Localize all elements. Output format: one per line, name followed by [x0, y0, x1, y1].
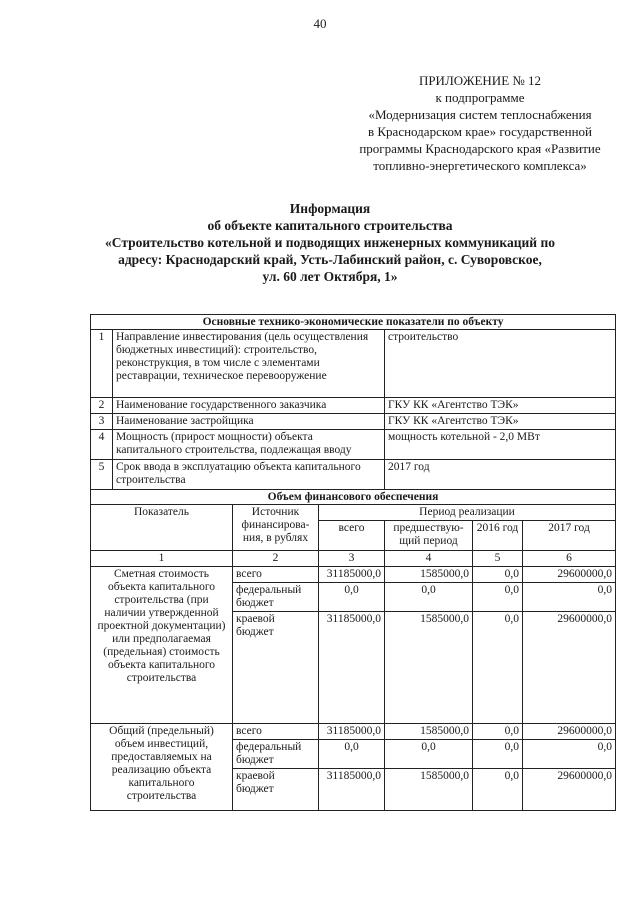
- col-number: 6: [523, 551, 616, 567]
- indicator-value: ГКУ КК «Агентство ТЭК»: [385, 414, 616, 430]
- col-source-header: Источник финансирова-ния, в рублях: [233, 505, 319, 551]
- value-previous: 1585000,0: [385, 567, 473, 583]
- value-previous: 0,0: [385, 740, 473, 769]
- value-total: 0,0: [319, 583, 385, 612]
- col-number: 3: [319, 551, 385, 567]
- page-number: 40: [313, 16, 327, 31]
- document-title: [40, 200, 620, 285]
- appendix-line: «Модернизация систем теплоснабжения: [368, 107, 592, 122]
- financing-indicator: Общий (предельный) объем инвестиций, предоставляемых на реализацию объекта капитального строительства: [91, 724, 233, 811]
- indicator-value: строительство: [385, 330, 616, 398]
- title-line: адресу: Краснодарский край, Усть-Лабинский район, с. Суворовское,: [118, 252, 542, 267]
- appendix-header: [330, 72, 630, 174]
- title-line: об объекте капитального строительства: [207, 218, 453, 233]
- row-number: 4: [91, 430, 113, 460]
- row-number: 3: [91, 414, 113, 430]
- value-2017: 29600000,0: [523, 769, 616, 811]
- row-number: 2: [91, 398, 113, 414]
- value-2016: 0,0: [473, 612, 523, 724]
- appendix-line: программы Краснодарского края «Развитие: [359, 141, 601, 156]
- col-number: 1: [91, 551, 233, 567]
- indicator-name: Наименование государственного заказчика: [113, 398, 385, 414]
- value-previous: 1585000,0: [385, 724, 473, 740]
- financing-header: Объем финансового обеспечения: [91, 490, 616, 505]
- value-2017: 29600000,0: [523, 612, 616, 724]
- col-previous-header: предшествую-щий период: [385, 521, 473, 551]
- indicator-value: мощность котельной - 2,0 МВт: [385, 430, 616, 460]
- value-2017: 0,0: [523, 740, 616, 769]
- funding-source: федеральный бюджет: [233, 740, 319, 769]
- funding-source: всего: [233, 724, 319, 740]
- indicators-header: Основные технико-экономические показатели по объекту: [91, 315, 616, 330]
- value-total: 31185000,0: [319, 769, 385, 811]
- indicator-name: Наименование застройщика: [113, 414, 385, 430]
- col-indicator-header: Показатель: [91, 505, 233, 551]
- financing-indicator: Сметная стоимость объекта капитального строительства (при наличии утвержденной проектной документации) или предполагаемая (предельная) стоимость объекта капитального строительства: [91, 567, 233, 724]
- appendix-line: в Краснодарском крае» государственной: [368, 124, 592, 139]
- title-line: Информация: [289, 201, 371, 216]
- funding-source: всего: [233, 567, 319, 583]
- row-number: 5: [91, 460, 113, 490]
- row-number: 1: [91, 330, 113, 398]
- col-2017-header: 2017 год: [523, 521, 616, 551]
- col-total-header: всего: [319, 521, 385, 551]
- value-2017: 29600000,0: [523, 567, 616, 583]
- value-total: 31185000,0: [319, 567, 385, 583]
- col-period-header: Период реализации: [319, 505, 616, 521]
- value-2017: 29600000,0: [523, 724, 616, 740]
- value-2016: 0,0: [473, 567, 523, 583]
- indicator-name: Направление инвестирования (цель осуществления бюджетных инвестиций): строительство, реконструкция, в том числе с элементами реставрации, техническое перевооружение: [113, 330, 385, 398]
- value-previous: 1585000,0: [385, 769, 473, 811]
- col-2016-header: 2016 год: [473, 521, 523, 551]
- funding-source: краевой бюджет: [233, 612, 319, 724]
- appendix-line: к подпрограмме: [435, 90, 525, 105]
- value-previous: 1585000,0: [385, 612, 473, 724]
- value-2016: 0,0: [473, 740, 523, 769]
- col-number: 2: [233, 551, 319, 567]
- funding-source: федеральный бюджет: [233, 583, 319, 612]
- value-previous: 0,0: [385, 583, 473, 612]
- col-number: 5: [473, 551, 523, 567]
- title-line: «Строительство котельной и подводящих инженерных коммуникаций по: [105, 235, 555, 250]
- object-info-table: [90, 314, 616, 811]
- indicator-value: ГКУ КК «Агентство ТЭК»: [385, 398, 616, 414]
- value-2016: 0,0: [473, 583, 523, 612]
- indicator-name: Мощность (прирост мощности) объекта капитального строительства, подлежащая вводу: [113, 430, 385, 460]
- funding-source: краевой бюджет: [233, 769, 319, 811]
- value-total: 31185000,0: [319, 612, 385, 724]
- indicator-value: 2017 год: [385, 460, 616, 490]
- value-2017: 0,0: [523, 583, 616, 612]
- appendix-line: топливно-энергетического комплекса»: [373, 158, 587, 173]
- col-number: 4: [385, 551, 473, 567]
- value-total: 31185000,0: [319, 724, 385, 740]
- value-2016: 0,0: [473, 724, 523, 740]
- value-2016: 0,0: [473, 769, 523, 811]
- appendix-line: ПРИЛОЖЕНИЕ № 12: [418, 73, 542, 88]
- indicator-name: Срок ввода в эксплуатацию объекта капитального строительства: [113, 460, 385, 490]
- title-line: ул. 60 лет Октября, 1»: [262, 269, 398, 284]
- value-total: 0,0: [319, 740, 385, 769]
